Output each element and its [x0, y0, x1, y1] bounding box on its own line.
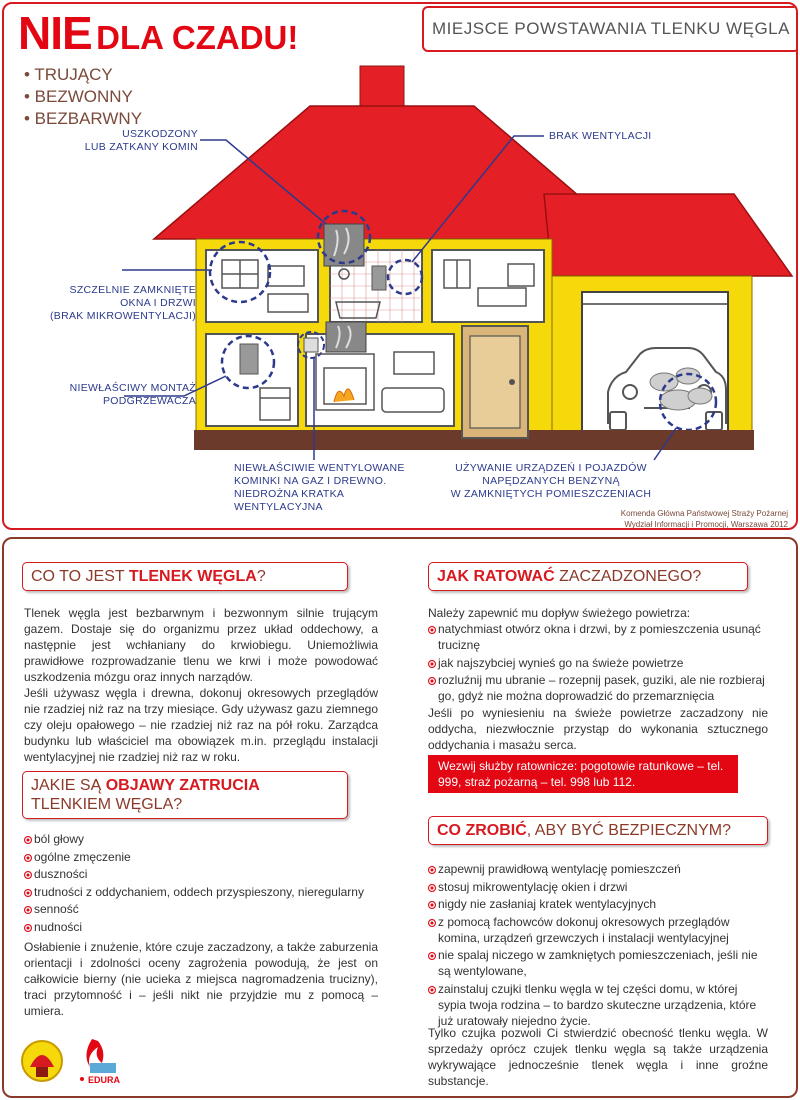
callout-windows: SZCZELNIE ZAMKNIĘTE OKNA I DRZWI (BRAK MIKROWENTYLACJI): [49, 284, 196, 322]
section-title-safety: CO ZROBIĆ, ABY BYĆ BEZPIECZNYM?: [428, 816, 768, 845]
edura-label: EDURA: [88, 1075, 121, 1085]
main-title: [18, 7, 299, 59]
callout-ventilation: BRAK WENTYLACJI: [549, 130, 652, 142]
list-item: z pomocą fachowców dokonuj okresowych przeglądów komina, urządzeń grzewczych i instalacji wentylacyjnej: [428, 914, 768, 946]
water-heater-icon: [372, 266, 386, 290]
header-box-title: MIEJSCE POWSTAWANIA TLENKU WĘGLA: [432, 19, 790, 38]
logos: [20, 1033, 140, 1089]
list-item: natychmiast otwórz okna i drzwi, by z pomieszczenia usunąć truciznę: [428, 621, 768, 653]
callout-fireplace: NIEWŁAŚCIWIE WENTYLOWANE KOMINKI NA GAZ I DREWNO. NIEDROŻNA KRATKA WENTYLACYJNA: [234, 462, 405, 513]
boiler-icon: [240, 344, 258, 374]
top-infographic-panel: [2, 2, 798, 530]
vent-grille-icon: [304, 338, 318, 352]
rescue-list: [428, 621, 768, 706]
list-item: ból głowy: [24, 831, 384, 847]
list-item: zainstaluj czujki tlenku węgla w tej części domu, w której sypia twoja rodzina – to bardzo skuteczne urządzenia, które już uratowały niejedno życie.: [428, 981, 768, 1029]
safety-text: Tylko czujka pozwoli Ci stwierdzić obecność tlenku węgla. W sprzedaży oprócz czujek tlenku węgla są także urządzenia wykrywające jednocześnie tlenek węgla i inne groźne substancje.: [428, 1026, 768, 1088]
rescue-text: Jeśli po wyniesieniu na świeże powietrze zaczadzony nie oddycha, niezwłocznie przystąp do wykonania sztucznego oddychania i masażu serca.: [428, 706, 768, 752]
list-item: jak najszybciej wynieś go na świeże powietrze: [428, 655, 768, 671]
list-item: zapewnij prawidłową wentylację pomieszczeń: [428, 861, 768, 877]
list-item: nie spalaj niczego w zamkniętych pomieszczeniach, jeśli nie są wentylowane,: [428, 947, 768, 979]
list-item: nigdy nie zasłaniaj kratek wentylacyjnych: [428, 896, 768, 912]
symptoms-list: [24, 831, 384, 936]
list-item: duszności: [24, 866, 384, 882]
property-item: • TRUJĄCY: [24, 65, 113, 84]
bottom-info-panel: [2, 537, 798, 1098]
callout-car: UŻYWANIE URZĄDZEŃ I POJAZDÓW NAPĘDZANYCH BENZYNĄ W ZAMKNIĘTYCH POMIESZCZENIACH: [450, 462, 652, 500]
garage-roof-icon: [544, 194, 792, 276]
callout-heater: NIEWŁAŚCIWY MONTAŻ PODGRZEWACZA: [69, 382, 196, 407]
list-item: trudności z oddychaniem, oddech przyspieszony, nieregularny: [24, 884, 384, 900]
list-item: ogólne zmęczenie: [24, 849, 384, 865]
property-item: • BEZWONNY: [24, 87, 133, 106]
safety-list: [428, 861, 768, 1030]
section-title-what-is-co: CO TO JEST TLENEK WĘGLA?: [22, 562, 348, 591]
rescue-intro: Należy zapewnić mu dopływ świeżego powietrza:: [428, 606, 691, 620]
title-big: NIE: [18, 7, 92, 59]
section-title-rescue: JAK RATOWAĆ ZACZADZONEGO?: [428, 562, 748, 591]
property-item: • BEZBARWNY: [24, 109, 143, 128]
title-small: DLA CZADU!: [96, 19, 299, 56]
header-title-box: [422, 6, 798, 52]
list-item: stosuj mikrowentylację okien i drzwi: [428, 879, 768, 895]
edura-logo-icon: [80, 1039, 121, 1085]
list-item: rozluźnij mu ubranie – rozepnij pasek, guziki, ale nie rozbieraj go, gdyż nie można doprowadzić do przemarznięcia: [428, 672, 768, 704]
what-is-co-text: Tlenek węgla jest bezbarwnym i bezwonnym silnie trującym gazem. Dostaje się do organizmu przez układ oddechowy, a następnie jest wchłaniany do krwiobiegu. Uniemożliwia prawidłowe rozprowadzanie tlenu we krwi i może powodować uszkodzenia mózgu oraz innych narządów. Jeśli używasz węgla i drewna, dokonuj okresowych przeglądów nie rzadziej niż raz na trzy miesiące. Gdy używasz gazu ziemnego czy oleju opałowego – nie rzadziej niż raz na pół roku. Zarządca budynku lub właściciel ma obowiązek m.in. przeglądu instalacji wentylacyjnej nie rzadziej niż raz w roku.: [24, 606, 378, 764]
symptoms-text: Osłabienie i znużenie, które czuje zaczadzony, a także zaburzenia orientacji i zdolności oceny zagrożenia powodują, że jest on całkowicie bierny (nie ucieka z miejsca nagromadzenia trucizny), traci przytomność i – jeśli nikt nie przyjdzie mu z pomocą – umiera.: [24, 940, 378, 1018]
section-title-symptoms: JAKIE SĄ OBJAWY ZATRUCIA TLENKIEM WĘGLA?: [22, 771, 348, 819]
emergency-contact-box: Wezwij służby ratownicze: pogotowie ratunkowe – tel. 999, straż pożarną – tel. 998 lub 112.: [428, 755, 738, 793]
list-item: nudności: [24, 919, 384, 935]
callout-chimney: USZKODZONY LUB ZATKANY KOMIN: [84, 128, 198, 153]
list-item: senność: [24, 901, 384, 917]
psp-emblem-icon: [22, 1041, 62, 1081]
credits: Komenda Główna Państwowej Straży Pożarnej Wydział Informacji i Promocji, Warszawa 2012: [620, 509, 788, 529]
co-properties-list: [24, 64, 142, 130]
